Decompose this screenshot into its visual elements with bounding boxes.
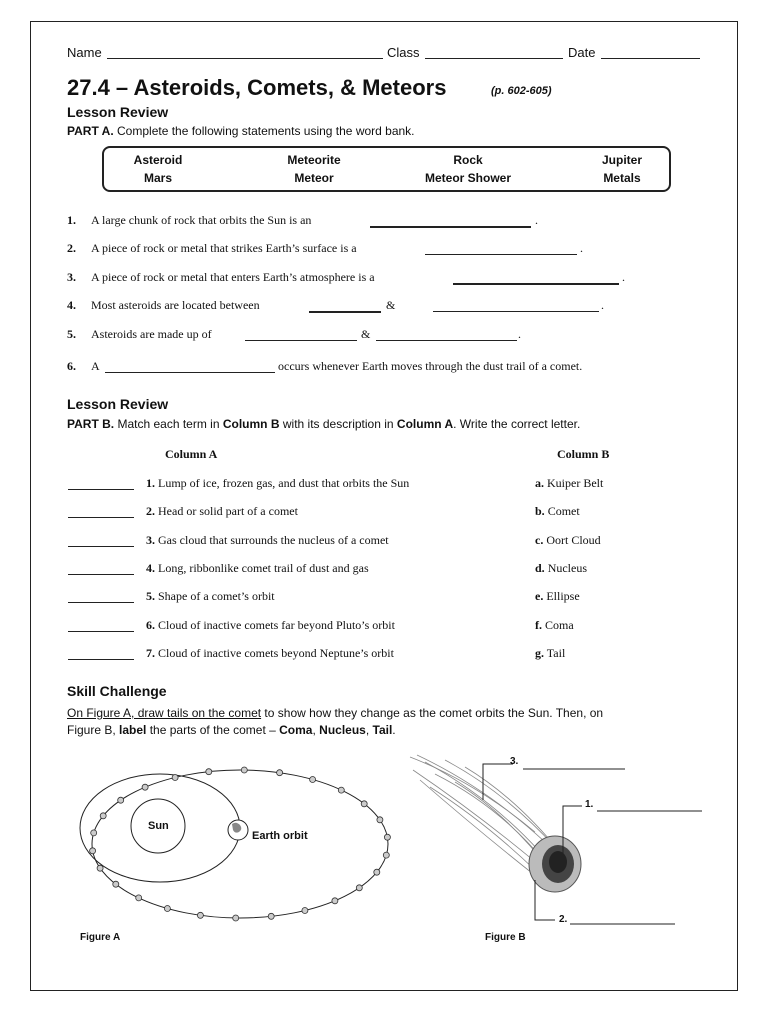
column-b-item [535,589,580,604]
match-answer-blank[interactable] [68,489,134,490]
answer-blank[interactable] [453,283,619,285]
question-text: A piece of rock or metal that strikes Earth’s surface is a [91,241,357,255]
comet-position-dot [164,906,170,912]
item-text: Nucleus [547,561,588,575]
item-letter: c. [535,533,544,547]
item-text: Lump of ice, frozen gas, and dust that orbits the Sun [158,476,410,490]
skill-underlined-instruction: On Figure A, draw tails on the comet [67,706,262,720]
skill-coma-word: Coma [279,723,313,737]
part-b-section-title: Lesson Review [67,396,169,412]
comet-position-dot [136,895,142,901]
separator: . [392,723,396,737]
comet-position-dot [241,767,247,773]
question-text: Most asteroids are located between [91,298,260,312]
date-field[interactable] [601,58,700,59]
skill-instructions-line-1 [67,706,603,720]
name-field[interactable] [107,58,383,59]
part-a-instruction-text: Complete the following statements using the word bank. [117,124,415,138]
match-answer-blank[interactable] [68,602,134,603]
question-text: A [91,359,100,373]
answer-blank[interactable] [433,311,599,312]
word-bank-item: Meteor [294,171,334,185]
part-b-label: PART B. [67,417,115,431]
skill-instructions-line-2 [67,723,396,737]
item-text: Head or solid part of a comet [158,504,298,518]
separator: , [312,723,320,737]
figure-b-caption: Figure B [485,932,526,943]
part-a-instructions [67,124,415,138]
comet-position-dot [268,913,274,919]
question-mid: & [361,327,371,341]
date-label: Date [568,45,596,60]
column-a-item [146,476,409,491]
answer-blank[interactable] [425,254,577,255]
column-b-item [535,504,580,519]
item-letter: f. [535,618,542,632]
answer-blank[interactable] [309,311,381,313]
comet-position-dot [90,848,96,854]
comet-position-dot [113,881,119,887]
comet-position-dot [383,852,389,858]
word-bank [102,146,671,192]
word-bank-item: Meteor Shower [424,171,511,185]
question-after: occurs whenever Earth moves through the dust trail of a comet. [278,359,583,373]
skill-tail-word: Tail [372,723,393,737]
item-number: 7. [146,646,155,660]
question-end: . [601,298,604,312]
page-reference: (p. 602-605) [491,85,552,97]
column-b-header: Column B [557,447,610,461]
comet-position-dot [233,915,239,921]
answer-blank[interactable] [376,340,517,341]
class-label: Class [387,45,420,60]
figure-b-label-1: 1. [585,799,594,810]
part-b-instruction-text: . Write the correct letter. [453,417,581,431]
item-number: 2. [146,504,155,518]
name-label: Name [67,45,102,60]
comet-position-dot [91,830,97,836]
part-b-instruction-text: with its description in [282,417,394,431]
item-number: 5. [146,589,155,603]
word-bank-item: Rock [453,153,483,167]
figure-b-diagram [405,752,705,932]
answer-blank[interactable] [245,340,357,341]
figure-a-diagram [70,758,400,928]
item-text: Long, ribbonlike comet trail of dust and gas [158,561,369,575]
comet-position-dot [332,898,338,904]
word-bank-item: Meteorite [287,153,341,167]
match-answer-blank[interactable] [68,631,134,632]
comet-position-dot [374,869,380,875]
comet-position-dot [356,885,362,891]
question-number: 2. [67,241,76,255]
comet-position-dot [197,912,203,918]
question-number: 1. [67,213,76,227]
question-mid: & [386,298,396,312]
item-text: Tail [546,646,566,660]
word-bank-item: Asteroid [133,153,183,167]
skill-instruction-text: the parts of the comet – [146,723,280,737]
item-text: Oort Cloud [546,533,601,547]
comet-position-dot [384,834,390,840]
question-end: . [580,241,583,255]
column-b-item [535,476,603,491]
item-number: 1. [146,476,155,490]
item-text: Gas cloud that surrounds the nucleus of a comet [158,533,389,547]
item-letter: d. [535,561,545,575]
comet-position-dot [206,769,212,775]
match-answer-blank[interactable] [68,546,134,547]
item-text: Shape of a comet’s orbit [158,589,275,603]
answer-blank[interactable] [370,226,531,228]
column-a-item [146,646,394,661]
item-text: Coma [545,618,574,632]
column-a-item [146,561,369,576]
skill-instruction-text: to show how they change as the comet orbits the Sun. Then, on [261,706,604,720]
class-field[interactable] [425,58,563,59]
item-letter: g. [535,646,544,660]
part-a-section-title: Lesson Review [67,104,169,120]
comet-position-dot [310,777,316,783]
question-end: . [535,213,538,227]
item-text: Cloud of inactive comets beyond Neptune’s orbit [158,646,394,660]
item-number: 6. [146,618,155,632]
word-bank-item: Mars [143,171,172,185]
comet-position-dot [338,787,344,793]
question-end: . [518,327,521,341]
part-b-instructions [67,417,580,431]
question-number: 3. [67,270,76,284]
comet-position-dot [100,813,106,819]
skill-instruction-text: Figure B, [67,723,120,737]
column-a-ref: Column A [396,417,454,431]
column-a-item [146,589,275,604]
part-b-instruction-text: Match each term in [117,417,220,431]
question-number: 4. [67,298,76,312]
match-answer-blank[interactable] [68,574,134,575]
column-b-item [535,561,587,576]
item-number: 4. [146,561,155,575]
question-number: 6. [67,359,76,373]
question-text: Asteroids are made up of [91,327,212,341]
item-letter: e. [535,589,544,603]
comet-position-dot [377,817,383,823]
skill-nucleus-word: Nucleus [319,723,366,737]
column-a-item [146,533,389,548]
column-a-header: Column A [165,447,218,461]
word-bank-item: Jupiter [601,153,642,167]
skill-label-word: label [119,723,147,737]
item-number: 3. [146,533,155,547]
item-text: Cloud of inactive comets far beyond Pluto’s orbit [158,618,395,632]
question-number: 5. [67,327,76,341]
match-answer-blank[interactable] [68,517,134,518]
separator: , [365,723,373,737]
comet-nucleus-core [549,851,567,873]
question-text: A piece of rock or metal that enters Earth’s atmosphere is a [91,270,375,284]
word-bank-item: Metals [603,171,641,185]
figure-b-label-3: 3. [510,756,519,767]
item-letter: b. [535,504,545,518]
question-text: A large chunk of rock that orbits the Sun is an [91,213,312,227]
match-answer-blank[interactable] [68,659,134,660]
comet-position-dot [302,908,308,914]
skill-challenge-title: Skill Challenge [67,683,167,699]
figure-a-caption: Figure A [80,932,121,943]
question-end: . [622,270,625,284]
item-text: Comet [547,504,580,518]
column-a-item [146,504,298,519]
item-text: Ellipse [546,589,580,603]
column-b-item [535,533,601,548]
earth-orbit-label: Earth orbit [252,830,308,842]
figure-b-label-2: 2. [559,914,568,925]
comet-position-dot [277,770,283,776]
comet-position-dot [361,801,367,807]
comet-position-dot [142,784,148,790]
comet-position-dot [172,775,178,781]
comet-position-dots [90,767,391,921]
column-b-item [535,618,574,633]
answer-blank[interactable] [105,372,275,373]
sun-label: Sun [148,820,169,832]
column-a-item [146,618,395,633]
comet-position-dot [118,797,124,803]
page-title: 27.4 – Asteroids, Comets, & Meteors [67,75,447,100]
item-letter: a. [535,476,544,490]
item-text: Kuiper Belt [547,476,604,490]
comet-position-dot [97,865,103,871]
column-b-ref: Column B [222,417,280,431]
part-a-label: PART A. [67,124,114,138]
column-b-item [535,646,565,661]
